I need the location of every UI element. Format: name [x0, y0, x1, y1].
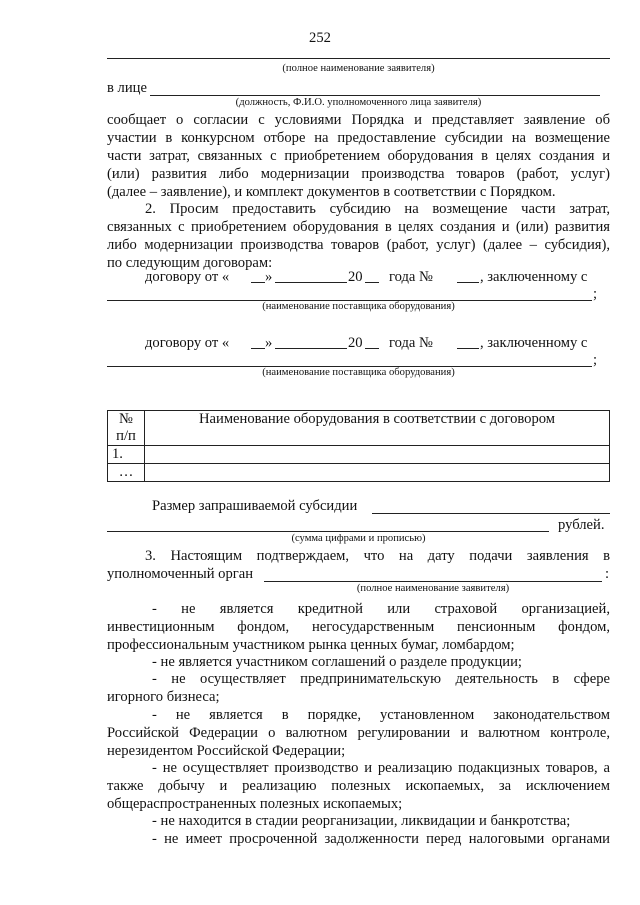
caption-applicant: (полное наименование заявителя)	[282, 63, 435, 74]
authority-line	[264, 581, 602, 582]
item-line-7: - не является в порядке, установленном законодательством	[152, 707, 610, 723]
position-line	[150, 95, 600, 96]
item-line-4: - не является участником соглашений о разделе продукции;	[152, 654, 522, 670]
contract-1-end: ;	[593, 286, 598, 302]
item-line-6: игорного бизнеса;	[107, 689, 220, 705]
item-line-1: - не является кредитной или страховой организацией,	[152, 601, 610, 617]
p3-colon: :	[605, 566, 610, 582]
item-line-2: инвестиционным фондом, негосударственным пенсионным фондом,	[107, 619, 610, 635]
row-1-name[interactable]	[145, 446, 610, 464]
applicant-name-line	[107, 58, 610, 59]
contract-2-suffix: , заключенному с	[480, 335, 588, 351]
contract-1-prefix: договору от «	[145, 269, 230, 285]
item-line-10: - не осуществляет производство и реализацию подакцизных товаров, а	[152, 760, 610, 776]
subsidy-amount-line	[372, 513, 610, 514]
p1-line-5: (далее – заявление), и комплект документов в соответствии с Порядком.	[107, 184, 556, 200]
p2-line-1: 2. Просим предоставить субсидию на возмещение части затрат,	[145, 201, 610, 217]
p1-line-3: части затрат, связанных с приобретением оборудования в целях создания и	[107, 148, 610, 164]
row-2-name[interactable]	[145, 464, 610, 482]
row-1-number: 1.	[108, 446, 145, 464]
contract-2-day-blank	[251, 348, 265, 349]
item-line-3: профессиональным участником рынка ценных бумаг, ломбардом;	[107, 637, 515, 653]
row-2-number: …	[108, 464, 145, 482]
rubles-label: рублей.	[558, 517, 605, 533]
contract-1-year-blank	[365, 282, 379, 283]
p1-line-2: участии в конкурсном отборе на предоставление субсидии на возмещение	[107, 130, 610, 146]
contract-1-number-blank	[457, 282, 479, 283]
contract-2-year: 20	[348, 335, 363, 351]
item-line-5: - не осуществляет предпринимательскую деятельность в сфере	[152, 671, 610, 687]
item-line-8: Российской Федерации о валютном регулировании и валютном контроле,	[107, 725, 610, 741]
table-row	[108, 446, 610, 464]
caption-supplier-2: (наименование поставщика оборудования)	[262, 367, 455, 378]
contract-2-prefix: договору от «	[145, 335, 230, 351]
item-line-14: - не имеет просроченной задолженности перед налоговыми органами	[152, 831, 610, 847]
item-line-9: нерезидентом Российской Федерации;	[107, 743, 346, 759]
p2-line-4: по следующим договорам:	[107, 255, 273, 271]
contract-1-number-label: года №	[389, 269, 433, 285]
item-line-11: также добычу и реализацию полезных ископаемых, за исключением	[107, 778, 610, 794]
p2-line-3: либо модернизации производства товаров (работ, услуг) (далее – субсидия),	[107, 237, 610, 253]
p1-line-4: (или) развития либо модернизации производства товаров (работ, услуг)	[107, 166, 610, 182]
page-number: 252	[309, 30, 331, 46]
caption-applicant-2: (полное наименование заявителя)	[356, 583, 510, 594]
p1-line-1: сообщает о согласии с условиями Порядка и представляет заявление об	[107, 112, 610, 128]
subsidy-label: Размер запрашиваемой субсидии	[152, 498, 358, 514]
contract-2-quote: »	[265, 335, 273, 351]
contract-2-number-blank	[457, 348, 479, 349]
table-header-row	[108, 411, 610, 446]
contract-1-suffix: , заключенному с	[480, 269, 588, 285]
contract-2-end: ;	[593, 352, 598, 368]
item-line-13: - не находится в стадии реорганизации, ликвидации и банкротства;	[152, 813, 571, 829]
contract-1-day-blank	[251, 282, 265, 283]
contract-2-year-blank	[365, 348, 379, 349]
p3-line-1: 3. Настоящим подтверждаем, что на дату подачи заявления в	[145, 548, 610, 564]
contract-1-quote: »	[265, 269, 273, 285]
caption-position: (должность, Ф.И.О. уполномоченного лица заявителя)	[235, 97, 482, 108]
p2-line-2: связанных с приобретением оборудования в целях создания и (или) развития	[107, 219, 610, 235]
p3-line-2: уполномоченный орган	[107, 566, 254, 582]
equipment-table	[107, 410, 610, 482]
header-equipment-name: Наименование оборудования в соответствии с договором	[145, 411, 610, 446]
contract-2-number-label: года №	[389, 335, 433, 351]
table-row	[108, 464, 610, 482]
caption-supplier-1: (наименование поставщика оборудования)	[262, 301, 455, 312]
item-line-12: общераспространенных полезных ископаемых;	[107, 796, 403, 812]
caption-sum: (сумма цифрами и прописью)	[291, 533, 426, 544]
in-person-label: в лице	[107, 80, 147, 96]
contract-1-month-blank	[275, 282, 347, 283]
contract-2-month-blank	[275, 348, 347, 349]
subsidy-amount-line-2	[107, 531, 549, 532]
header-number: № п/п	[108, 411, 145, 446]
contract-1-year: 20	[348, 269, 363, 285]
